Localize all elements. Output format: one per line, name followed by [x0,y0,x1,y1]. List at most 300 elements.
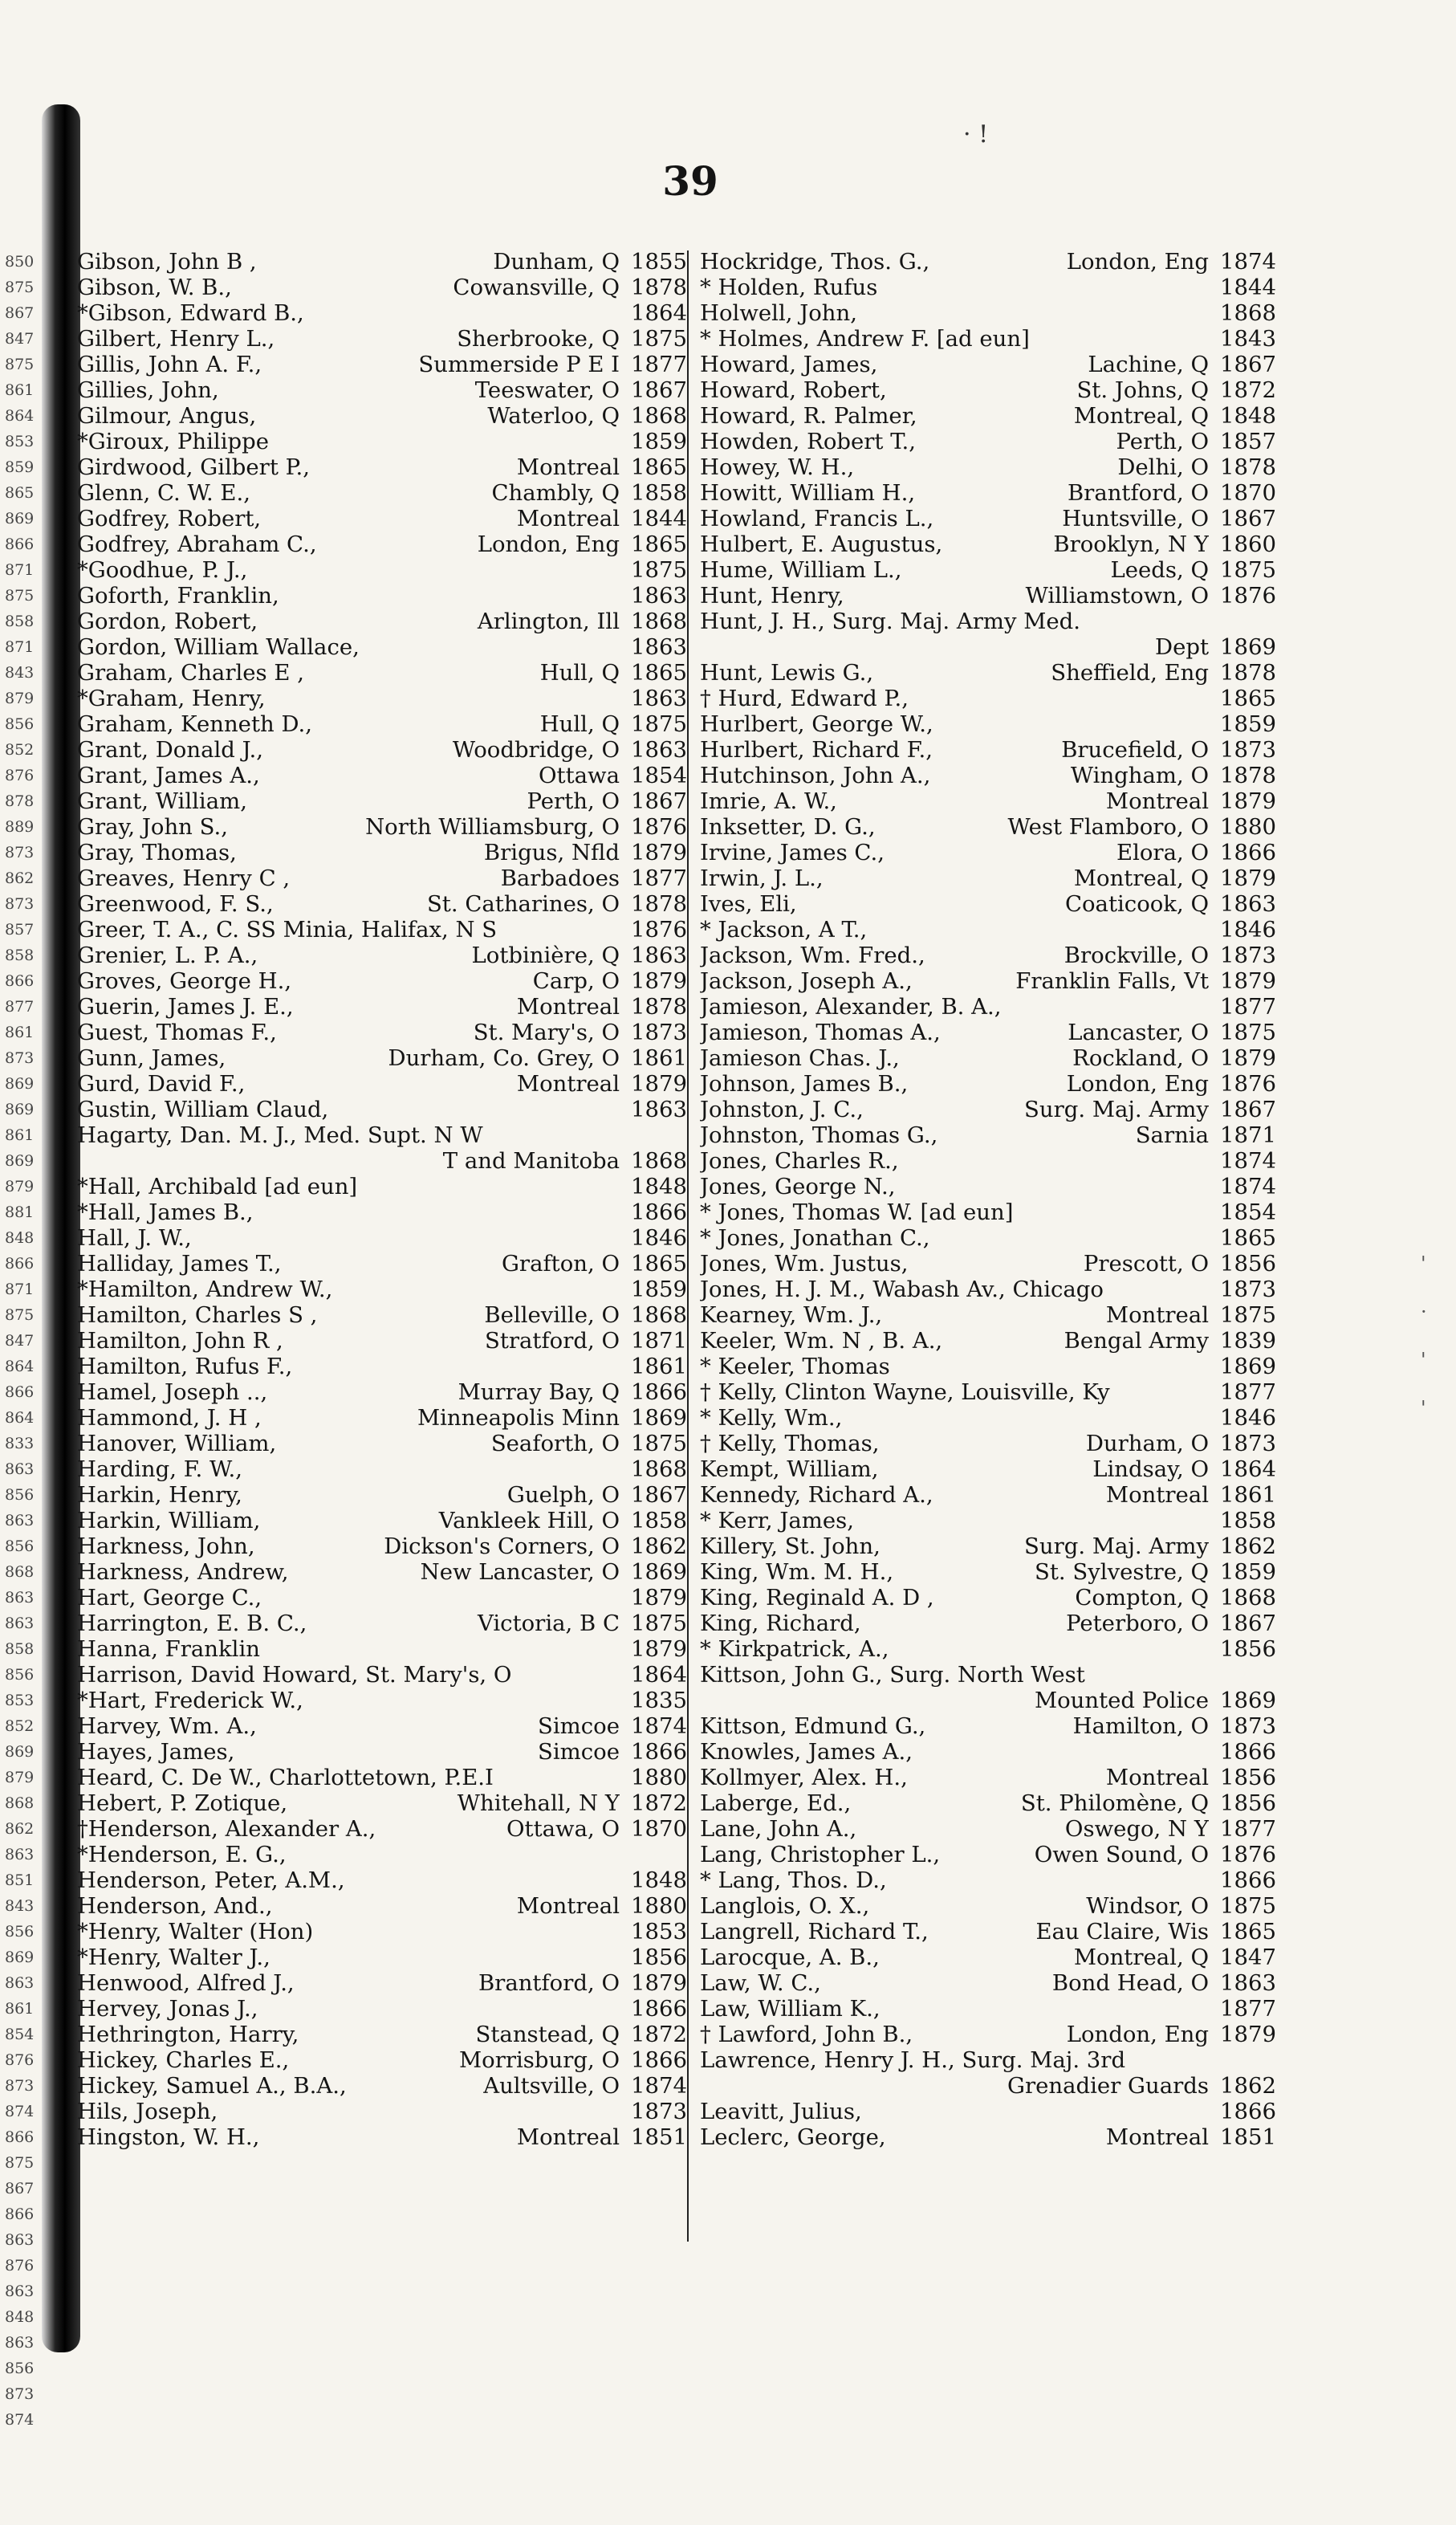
entry-year: 1879 [1220,788,1276,814]
margin-number: 879 [5,1178,35,1195]
entry-name: King, Richard, [700,1611,861,1636]
entry-place: Williamstown, O [1025,583,1209,609]
entry-name: *Henry, Walter J., [77,1945,270,1970]
directory-entry [700,249,1276,275]
entry-name: Hervey, Jonas J., [77,1996,258,2022]
entry-name: Inksetter, D. G., [700,814,876,840]
entry-name: Graham, Charles E , [77,660,304,686]
entry-year: 1877 [1220,1816,1276,1842]
entry-place: St. Johns, Q [1076,377,1209,403]
entry-place: Aultsville, O [483,2073,620,2099]
entry-year: 1851 [1220,2124,1276,2150]
entry-year: 1876 [1220,1071,1276,1097]
entry-year: 1867 [631,377,687,403]
entry-year: 1863 [631,686,687,711]
margin-number: 876 [5,767,35,784]
margin-number: 865 [5,484,35,502]
margin-number: 863 [5,2283,35,2300]
margin-number: 853 [5,433,35,450]
directory-entry [700,917,1276,943]
margin-number: 858 [5,1640,35,1658]
directory-entry [700,403,1276,429]
entry-place: T and Manitoba [442,1148,620,1174]
entry-year: 1862 [631,1533,687,1559]
margin-number: 863 [5,2231,35,2249]
entry-year: 1878 [1220,454,1276,480]
entry-year: 1855 [631,249,687,275]
entry-name: Knowles, James A., [700,1739,913,1765]
margin-number: 866 [5,2205,35,2223]
entry-year: 1863 [631,943,687,968]
entry-name: *Graham, Henry, [77,686,266,711]
entry-name: Kittson, John G., Surg. North West [700,1662,1085,1688]
margin-number: 853 [5,1692,35,1709]
margin-number: 863 [5,1846,35,1863]
margin-number: 856 [5,1537,35,1555]
directory-entry [700,1611,1276,1636]
entry-place: Whitehall, N Y [457,1790,620,1816]
entry-year: 1875 [1220,557,1276,583]
directory-entry [700,1713,1276,1739]
entry-name: Howard, James, [700,352,878,377]
margin-number: 863 [5,1589,35,1607]
margin-number: 866 [5,1383,35,1401]
directory-entry [77,2047,687,2073]
entry-name: Langrell, Richard T., [700,1919,929,1945]
directory-entry [700,1225,1276,1251]
entry-name: Holwell, John, [700,300,857,326]
directory-entry [77,275,687,300]
margin-number: 843 [5,1897,35,1915]
directory-entry [700,788,1276,814]
entry-year: 1865 [631,1251,687,1277]
entry-place: St. Mary's, O [473,1020,620,1045]
directory-entry [700,763,1276,788]
entry-place: Montreal, Q [1073,1945,1209,1970]
margin-number: 868 [5,1794,35,1812]
margin-number: 863 [5,1512,35,1529]
margin-number: 868 [5,1563,35,1581]
directory-entry [700,2047,1276,2073]
entry-name: Kempt, William, [700,1456,879,1482]
entry-name: Johnston, J. C., [700,1097,864,1122]
directory-entry [77,1020,687,1045]
margin-number: 875 [5,1306,35,1324]
entry-name: † Kelly, Thomas, [700,1431,880,1456]
entry-name: Jones, George N., [700,1174,896,1199]
directory-entry [77,377,687,403]
directory-entry [700,943,1276,968]
directory-entry [77,943,687,968]
entry-year: 1863 [631,583,687,609]
directory-entry [77,686,687,711]
directory-entry [77,1045,687,1071]
entry-year: 1879 [1220,968,1276,994]
entry-year: 1879 [631,840,687,865]
entry-year: 1874 [631,2073,687,2099]
entry-name: Ives, Eli, [700,891,797,917]
directory-entry [700,1405,1276,1431]
entry-place: Morrisburg, O [458,2047,620,2073]
entry-name: Girdwood, Gilbert P., [77,454,311,480]
entry-name: Hamel, Joseph .., [77,1379,268,1405]
entry-name: *Giroux, Philippe [77,429,270,454]
entry-year: 1879 [1220,865,1276,891]
entry-year: 1859 [1220,1559,1276,1585]
entry-year: 1865 [1220,1225,1276,1251]
directory-entry [700,1302,1276,1328]
entry-place: Simcoe [538,1713,620,1739]
entry-year: 1856 [1220,1636,1276,1662]
margin-number: 875 [5,356,35,373]
entry-place: Grenadier Guards [1007,2073,1209,2099]
margin-number: 863 [5,2334,35,2352]
entry-year: 1856 [1220,1765,1276,1790]
directory-entry [700,737,1276,763]
entry-year: 1868 [631,1148,687,1174]
entry-name: Gray, John S., [77,814,228,840]
entry-name: Gordon, Robert, [77,609,258,634]
entry-year: 1873 [1220,1277,1276,1302]
entry-year: 1866 [1220,2099,1276,2124]
directory-entry [700,275,1276,300]
directory-entry [700,326,1276,352]
entry-name: † Kelly, Clinton Wayne, Louisville, Ky [700,1379,1110,1405]
entry-year: 1878 [1220,763,1276,788]
directory-entry [700,429,1276,454]
entry-place: Durham, O [1085,1431,1209,1456]
entry-year: 1879 [631,968,687,994]
entry-year: 1875 [1220,1302,1276,1328]
margin-number: 852 [5,1717,35,1735]
margin-number: 878 [5,792,35,810]
directory-entry [77,531,687,557]
margin-number: 863 [5,1615,35,1632]
directory-entry [77,1662,687,1688]
directory-entry [77,865,687,891]
entry-name: Harding, F. W., [77,1456,242,1482]
entry-year: 1863 [1220,1970,1276,1996]
entry-name: Grant, William, [77,788,247,814]
entry-year: 1878 [631,275,687,300]
directory-entry [700,1071,1276,1097]
entry-name: Gibson, W. B., [77,275,232,300]
entry-place: Sherbrooke, Q [457,326,620,352]
directory-entry [77,1688,687,1713]
entry-name: Grant, James A., [77,763,260,788]
left-column [77,249,687,2248]
directory-entry [700,1585,1276,1611]
entry-name: * Holden, Rufus [700,275,878,300]
entry-name: Harkness, Andrew, [77,1559,289,1585]
entry-year: 1869 [1220,1354,1276,1379]
margin-number: 873 [5,895,35,913]
directory-entry [77,891,687,917]
entry-place: West Flamboro, O [1007,814,1209,840]
entry-place: Peterboro, O [1066,1611,1209,1636]
entry-year: 1856 [1220,1251,1276,1277]
entry-year: 1866 [631,1739,687,1765]
entry-year: 1853 [631,1919,687,1945]
directory-entry [700,711,1276,737]
entry-year: 1846 [631,1225,687,1251]
directory-entry [700,1533,1276,1559]
entry-place: Chambly, Q [491,480,620,506]
entry-year: 1875 [1220,1893,1276,1919]
entry-year: 1862 [1220,1533,1276,1559]
directory-entry [77,994,687,1020]
entry-place: Brantford, O [1067,480,1209,506]
entry-name: Graham, Kenneth D., [77,711,313,737]
entry-place: Montreal [1105,1302,1209,1328]
margin-number: 858 [5,947,35,964]
entry-place: Montreal [516,454,620,480]
entry-year: 1859 [631,429,687,454]
directory-entry [77,1302,687,1328]
entry-place: Mounted Police [1034,1688,1209,1713]
entry-place: Carp, O [532,968,620,994]
directory-entry [77,583,687,609]
entry-year: 1878 [631,994,687,1020]
entry-place: Montreal [516,1071,620,1097]
margin-number: 854 [5,2026,35,2043]
directory-entry [77,840,687,865]
entry-place: Waterloo, Q [487,403,620,429]
entry-name: Larocque, A. B., [700,1945,880,1970]
entry-year: 1874 [1220,249,1276,275]
column-divider [687,250,689,2242]
entry-name: Kittson, Edmund G., [700,1713,926,1739]
entry-name: Halliday, James T., [77,1251,282,1277]
entry-year: 1876 [1220,1842,1276,1867]
entry-year: 1866 [631,1199,687,1225]
entry-name: † Lawford, John B., [700,2022,913,2047]
directory-entry [700,300,1276,326]
entry-year: 1839 [1220,1328,1276,1354]
entry-year: 1848 [631,1174,687,1199]
entry-name: Harkness, John, [77,1533,255,1559]
entry-place: Montreal [516,506,620,531]
directory-entry [700,1636,1276,1662]
entry-year: 1861 [631,1354,687,1379]
directory-entry [700,1148,1276,1174]
entry-name: Lane, John A., [700,1816,857,1842]
entry-place: Montreal [1105,1482,1209,1508]
directory-entry [700,1097,1276,1122]
entry-year: 1876 [631,917,687,943]
entry-year: 1865 [631,454,687,480]
directory-entry [700,994,1276,1020]
directory-entry [77,634,687,660]
entry-year: 1866 [1220,1867,1276,1893]
entry-year: 1843 [1220,326,1276,352]
entry-place: Coaticook, Q [1064,891,1209,917]
margin-number: 861 [5,2000,35,2018]
margin-number: 851 [5,1871,35,1889]
entry-year: 1854 [1220,1199,1276,1225]
entry-name: Howard, R. Palmer, [700,403,917,429]
entry-year: 1873 [1220,1713,1276,1739]
directory-entry [700,1174,1276,1199]
directory-entry [700,1970,1276,1996]
entry-year: 1868 [631,403,687,429]
entry-year: 1859 [1220,711,1276,737]
directory-entry [77,1713,687,1739]
entry-place: St. Sylvestre, Q [1035,1559,1209,1585]
directory-entry [700,454,1276,480]
entry-year: 1847 [1220,1945,1276,1970]
entry-place: Lindsay, O [1092,1456,1209,1482]
margin-number: 857 [5,921,35,939]
entry-name: Godfrey, Robert, [77,506,262,531]
entry-name: Hulbert, E. Augustus, [700,531,943,557]
entry-year: 1873 [631,2099,687,2124]
margin-number: 866 [5,536,35,553]
entry-place: Bengal Army [1064,1328,1209,1354]
margin-number: 869 [5,1743,35,1761]
directory-entry [700,968,1276,994]
entry-name: Harrington, E. B. C., [77,1611,307,1636]
directory-entry [77,1996,687,2022]
entry-name: Kennedy, Richard A., [700,1482,933,1508]
margin-number: 869 [5,1075,35,1093]
directory-entry [700,634,1276,660]
entry-name: Law, William K., [700,1996,881,2022]
margin-number: 875 [5,279,35,296]
directory-entry [700,814,1276,840]
entry-name: Guest, Thomas F., [77,1020,277,1045]
entry-place: Brigus, Nfld [483,840,620,865]
entry-year: 1844 [1220,275,1276,300]
entry-name: Godfrey, Abraham C., [77,531,317,557]
entry-name: *Henderson, E. G., [77,1842,287,1867]
entry-place: Stratford, O [485,1328,620,1354]
entry-year: 1870 [631,1816,687,1842]
entry-name: Grant, Donald J., [77,737,263,763]
entry-place: London, Eng [1066,1071,1209,1097]
entry-place: Seaforth, O [490,1431,620,1456]
margin-number: 847 [5,1332,35,1350]
entry-name: Harkin, Henry, [77,1482,242,1508]
entry-name: Henwood, Alfred J., [77,1970,295,1996]
entry-name: Hart, George C., [77,1585,262,1611]
directory-entry [700,1688,1276,1713]
entry-year: 1862 [1220,2073,1276,2099]
entry-place: Simcoe [538,1739,620,1765]
directory-entry [77,1456,687,1482]
entry-place: Arlington, Ill [477,609,620,634]
entry-place: Dept [1155,634,1209,660]
entry-name: * Kerr, James, [700,1508,854,1533]
margin-number: 869 [5,1152,35,1170]
entry-name: Gilmour, Angus, [77,403,257,429]
entry-name: Johnson, James B., [700,1071,909,1097]
entry-name: †Henderson, Alexander A., [77,1816,376,1842]
entry-name: Harkin, William, [77,1508,261,1533]
directory-entry [77,2022,687,2047]
margin-number: 873 [5,2077,35,2095]
entry-year: 1867 [1220,352,1276,377]
entry-name: Hutchinson, John A., [700,763,931,788]
entry-name: Jones, Charles R., [700,1148,899,1174]
directory-entry [77,1405,687,1431]
entry-year: 1866 [1220,1739,1276,1765]
entry-place: Lancaster, O [1068,1020,1209,1045]
entry-year: 1866 [1220,840,1276,865]
entry-name: Jackson, Joseph A., [700,968,913,994]
entry-year: 1877 [1220,1996,1276,2022]
entry-year: 1864 [631,1662,687,1688]
directory-entry [700,2124,1276,2150]
entry-year: 1879 [1220,1045,1276,1071]
entry-name: Hammond, J. H , [77,1405,262,1431]
directory-entry [77,2099,687,2124]
entry-name: Hayes, James, [77,1739,235,1765]
directory-entry [77,1148,687,1174]
entry-year: 1877 [631,865,687,891]
entry-year: 1873 [631,1020,687,1045]
margin-number: 869 [5,1949,35,1966]
margin-number: 866 [5,972,35,990]
entry-year: 1878 [631,891,687,917]
entry-year: 1867 [631,1482,687,1508]
entry-place: Durham, Co. Grey, O [388,1045,620,1071]
directory-entry [77,1328,687,1354]
entry-year: 1875 [1220,1020,1276,1045]
entry-name: Gilbert, Henry L., [77,326,275,352]
entry-name: Greenwood, F. S., [77,891,274,917]
entry-year: 1868 [631,1456,687,1482]
directory-entry [700,480,1276,506]
entry-place: Sarnia [1135,1122,1209,1148]
entry-place: Guelph, O [506,1482,620,1508]
directory-entry [700,1867,1276,1893]
directory-entry [77,557,687,583]
entry-name: Hamilton, John R , [77,1328,283,1354]
directory-entry [77,968,687,994]
margin-number: 856 [5,1666,35,1684]
entry-place: Bond Head, O [1051,1970,1209,1996]
entry-name: * Keeler, Thomas [700,1354,890,1379]
entry-place: Dickson's Corners, O [384,1533,620,1559]
entry-year: 1856 [1220,1790,1276,1816]
margin-number: 867 [5,304,35,322]
margin-number: 863 [5,1974,35,1992]
entry-year: 1880 [631,1893,687,1919]
entry-name: Hunt, Lewis G., [700,660,874,686]
directory-entry [700,1328,1276,1354]
directory-entry [77,1842,687,1867]
entry-name: Jones, Wm. Justus, [700,1251,909,1277]
directory-entry [77,1945,687,1970]
margin-number: 871 [5,561,35,579]
directory-entry [700,1199,1276,1225]
directory-entry [77,1533,687,1559]
directory-entry [77,326,687,352]
entry-place: Brucefield, O [1061,737,1209,763]
entry-name: Laberge, Ed., [700,1790,852,1816]
directory-entry [700,1842,1276,1867]
entry-name: *Goodhue, P. J., [77,557,248,583]
entry-name: Jamieson, Thomas A., [700,1020,941,1045]
entry-place: Montreal [1105,788,1209,814]
entry-name: * Jones, Jonathan C., [700,1225,930,1251]
directory-entry [77,300,687,326]
entry-year: 1867 [631,788,687,814]
entry-name: Hamilton, Rufus F., [77,1354,293,1379]
margin-number: 859 [5,458,35,476]
entry-year: 1858 [631,1508,687,1533]
